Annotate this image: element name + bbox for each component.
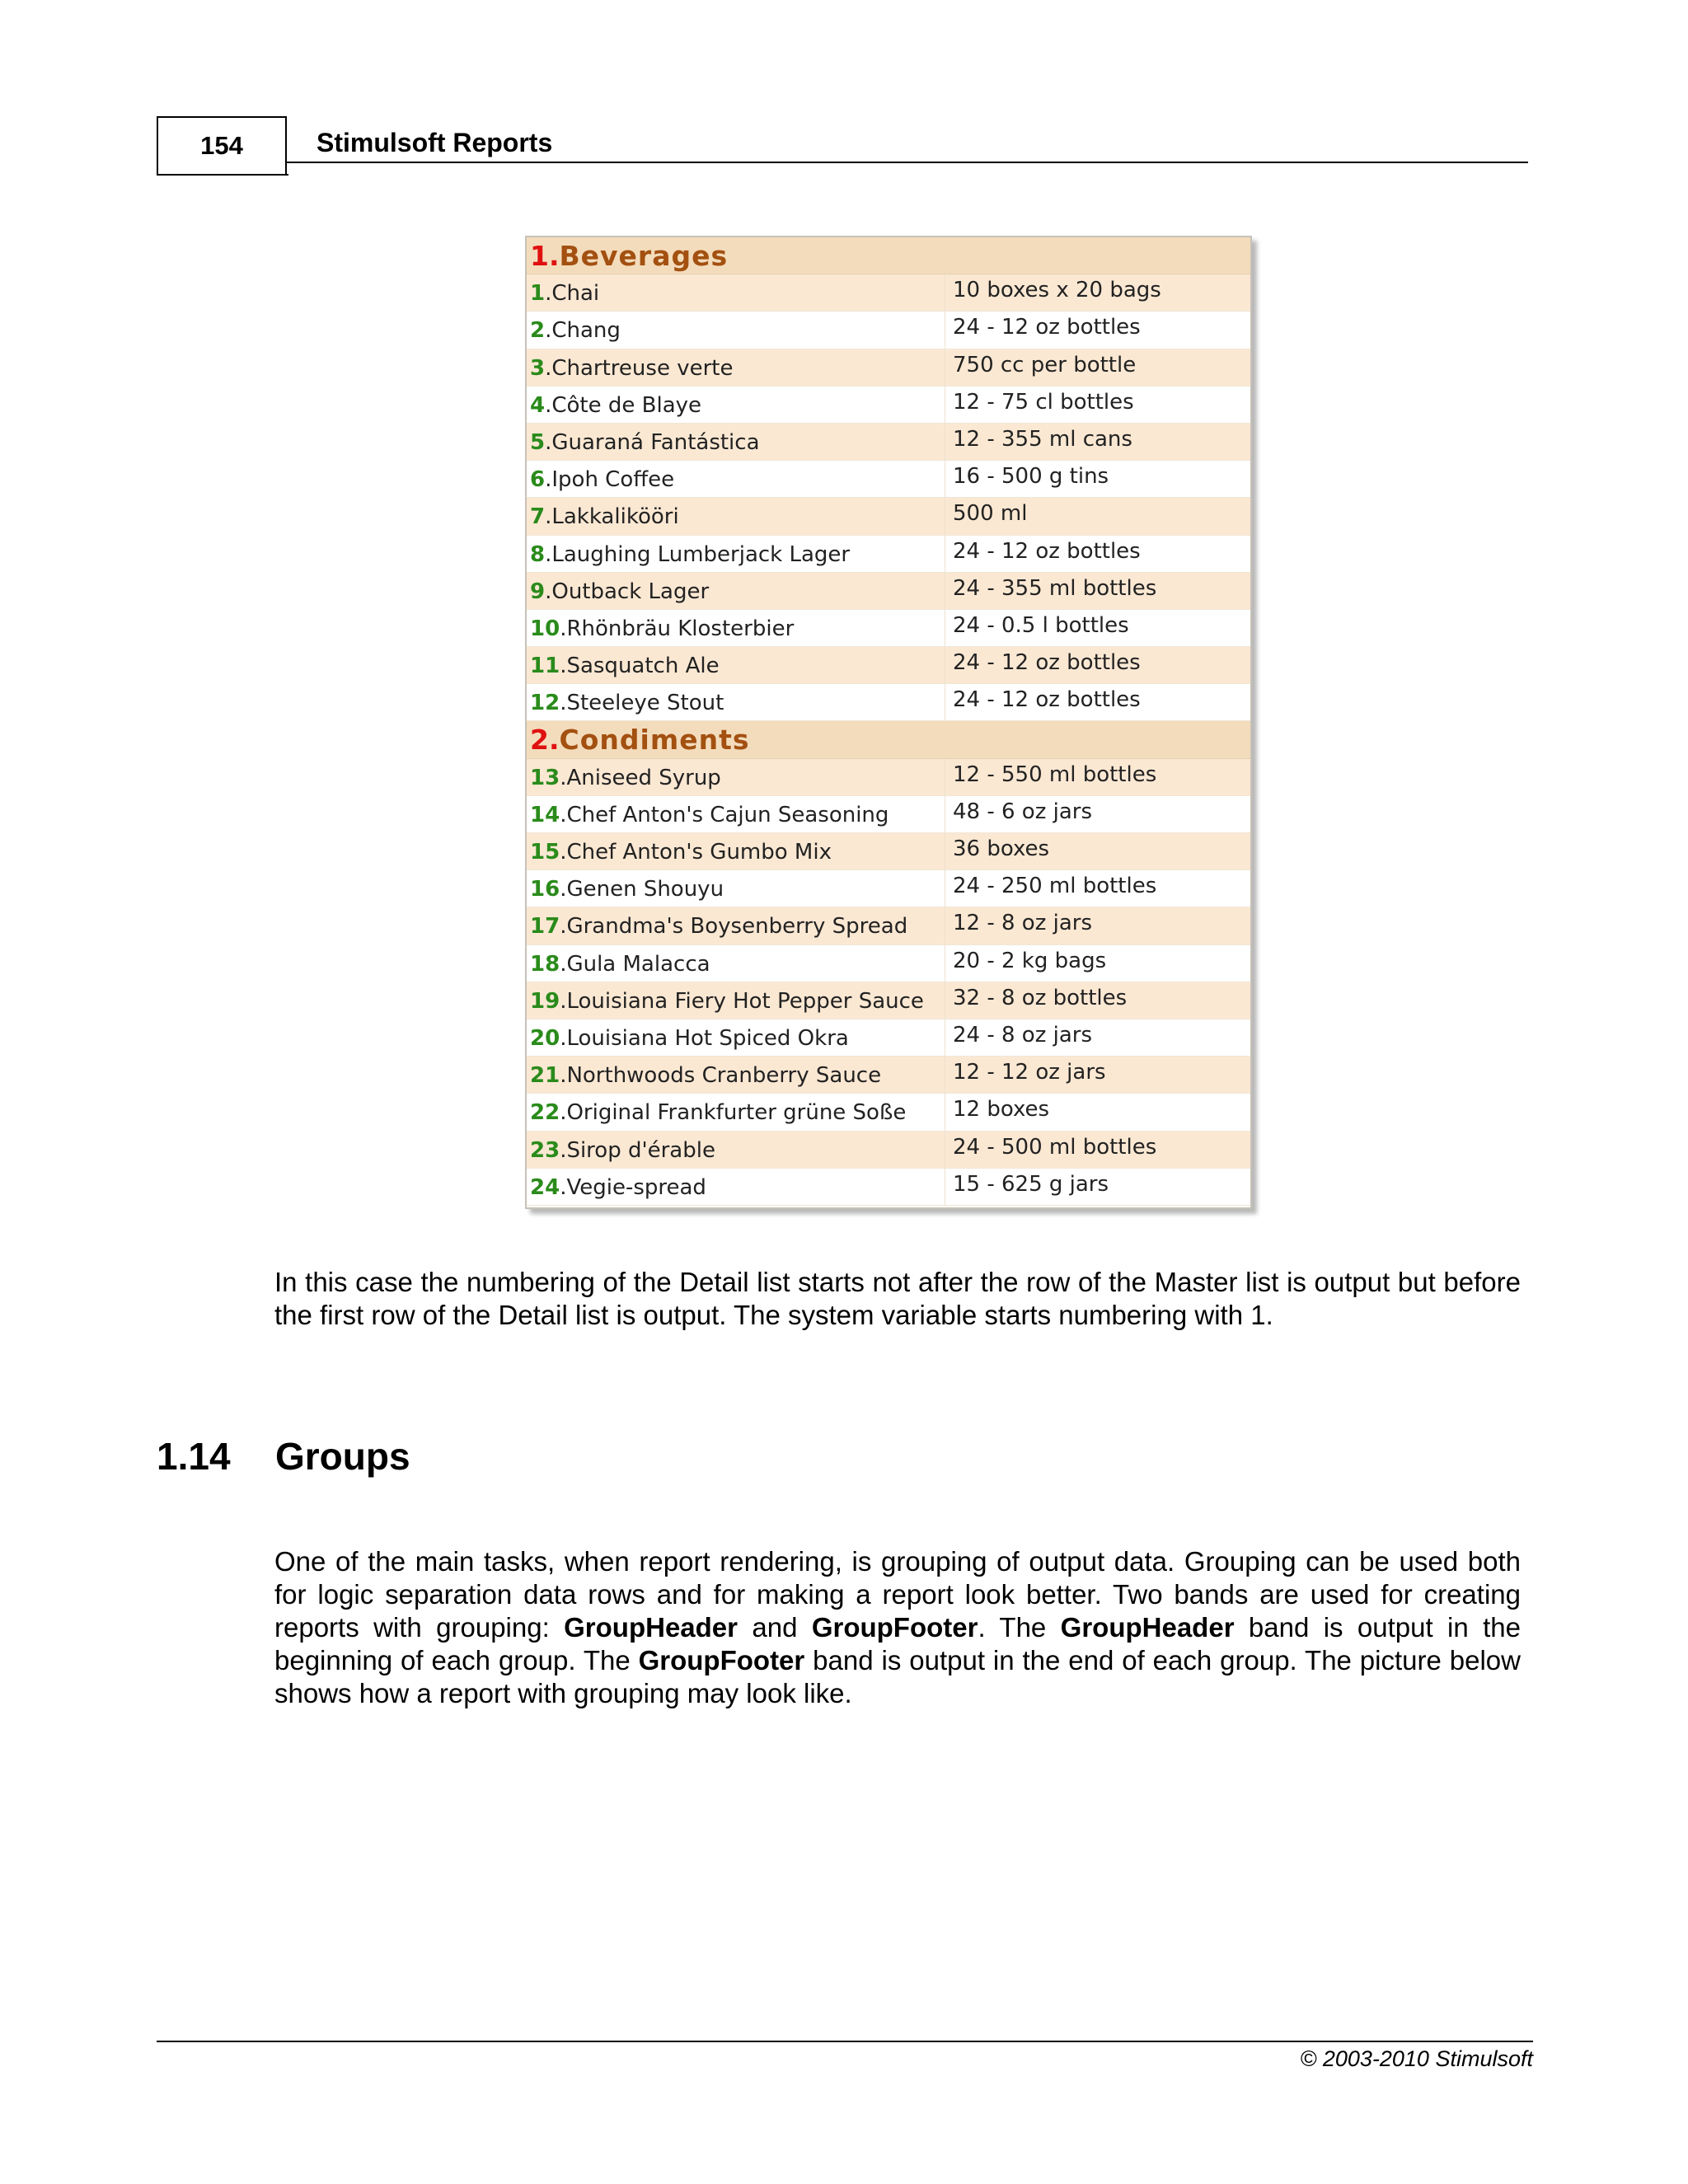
product-name: .Gula Malacca (560, 951, 710, 977)
product-name: .Laughing Lumberjack Lager (545, 541, 851, 567)
detail-row (527, 536, 1250, 573)
quantity-per-unit-cell: 24 - 12 oz bottles (953, 538, 1141, 564)
quantity-per-unit-cell: 12 - 355 ml cans (953, 426, 1132, 452)
product-line-number: 10 (530, 616, 560, 641)
group-number: 1. (530, 239, 560, 272)
detail-row (527, 274, 1250, 312)
product-name: .Sasquatch Ale (560, 654, 720, 679)
quantity-per-unit-cell: 12 - 550 ml bottles (953, 762, 1157, 787)
quantity-per-unit-cell: 24 - 0.5 l bottles (953, 612, 1129, 638)
product-line-number: 11 (530, 654, 560, 679)
p2-bold-groupheader-1: GroupHeader (564, 1612, 738, 1643)
product-line-number: 14 (530, 802, 560, 827)
product-name: .Genen Shouyu (560, 877, 724, 902)
detail-row (527, 349, 1250, 387)
product-name: .Lakkalikööri (545, 504, 679, 530)
product-name-cell (530, 579, 709, 604)
detail-row (527, 945, 1250, 982)
product-line-number: 23 (530, 1137, 560, 1163)
product-line-number: 3 (530, 355, 546, 381)
product-name-cell (530, 318, 621, 343)
product-line-number: 7 (530, 504, 546, 530)
product-line-number: 2 (530, 318, 546, 344)
product-name-cell (530, 654, 720, 678)
quantity-per-unit-cell: 24 - 8 oz jars (953, 1022, 1093, 1047)
product-line-number: 15 (530, 840, 560, 865)
quantity-per-unit-cell: 24 - 250 ml bottles (953, 874, 1157, 899)
product-name-cell (530, 989, 924, 1014)
product-name: .Ipoh Coffee (545, 467, 675, 493)
product-name: .Côte de Blaye (545, 392, 702, 418)
quantity-per-unit-cell: 15 - 625 g jars (953, 1171, 1109, 1197)
group-name: Beverages (559, 239, 729, 272)
detail-row (527, 1019, 1250, 1057)
product-name-cell (530, 467, 674, 492)
header-title: Stimulsoft Reports (316, 128, 553, 157)
product-name: .Vegie-spread (560, 1174, 706, 1200)
product-line-number: 18 (530, 951, 560, 977)
header-rule-left (157, 174, 288, 176)
product-name-cell (530, 542, 850, 567)
paragraph-groups-intro (274, 1545, 1521, 1710)
detail-row (527, 312, 1250, 349)
product-name-cell (530, 766, 721, 790)
product-name-cell (530, 803, 889, 827)
p2-bold-groupfooter-2: GroupFooter (638, 1645, 805, 1675)
p2-text-2: and (738, 1612, 812, 1643)
product-name-cell (530, 691, 724, 715)
product-name-cell (530, 1063, 881, 1088)
product-name: .Rhönbräu Klosterbier (560, 616, 795, 641)
quantity-per-unit-cell: 12 boxes (953, 1097, 1050, 1122)
p2-text-3: . The (978, 1612, 1061, 1643)
product-line-number: 9 (530, 579, 546, 604)
product-name: .Chef Anton's Cajun Seasoning (560, 802, 889, 827)
product-line-number: 5 (530, 429, 546, 455)
quantity-per-unit-cell: 12 - 75 cl bottles (953, 389, 1134, 415)
product-name: .Guaraná Fantástica (545, 429, 760, 455)
quantity-per-unit-cell: 32 - 8 oz bottles (953, 985, 1128, 1010)
product-name-cell (530, 840, 832, 865)
group-header-row (527, 237, 1250, 274)
product-name: .Northwoods Cranberry Sauce (560, 1063, 882, 1089)
header-rule (287, 162, 1528, 163)
product-name-cell (530, 1138, 715, 1163)
detail-row (527, 759, 1250, 796)
product-name: .Outback Lager (545, 579, 710, 604)
product-name: .Chai (545, 281, 600, 307)
product-name: .Original Frankfurter grüne Soße (560, 1100, 907, 1126)
product-line-number: 20 (530, 1025, 560, 1051)
product-line-number: 12 (530, 691, 560, 716)
product-name-cell (530, 1100, 906, 1125)
product-name-cell (530, 281, 599, 306)
detail-row (527, 907, 1250, 944)
quantity-per-unit-cell: 16 - 500 g tins (953, 464, 1109, 490)
p2-bold-groupfooter-1: GroupFooter (811, 1612, 978, 1643)
section-title: Groups (275, 1435, 410, 1478)
product-name: .Chang (545, 318, 621, 344)
product-line-number: 8 (530, 541, 546, 567)
detail-row (527, 610, 1250, 647)
product-name: .Sirop d'érable (560, 1137, 715, 1163)
product-name-cell (530, 1026, 849, 1051)
group-name: Condiments (559, 724, 750, 757)
quantity-per-unit-cell: 24 - 500 ml bottles (953, 1134, 1157, 1160)
detail-row (527, 424, 1250, 461)
quantity-per-unit-cell: 24 - 12 oz bottles (953, 687, 1141, 713)
detail-row (527, 387, 1250, 424)
footer-copyright: © 2003-2010 Stimulsoft (1300, 2046, 1533, 2071)
detail-row (527, 1169, 1250, 1206)
product-line-number: 21 (530, 1063, 560, 1089)
quantity-per-unit-cell: 48 - 6 oz jars (953, 799, 1093, 824)
quantity-per-unit-cell: 500 ml (953, 501, 1028, 527)
product-line-number: 1 (530, 281, 546, 307)
quantity-per-unit-cell: 20 - 2 kg bags (953, 948, 1107, 973)
detail-row (527, 1094, 1250, 1131)
product-line-number: 4 (530, 392, 546, 418)
product-name: .Louisiana Fiery Hot Pepper Sauce (560, 988, 924, 1014)
detail-row (527, 1057, 1250, 1094)
product-name-cell (530, 356, 733, 381)
product-name-cell (530, 1175, 706, 1200)
product-name: .Aniseed Syrup (560, 765, 721, 790)
quantity-per-unit-cell: 24 - 12 oz bottles (953, 650, 1141, 676)
quantity-per-unit-cell: 12 - 8 oz jars (953, 911, 1093, 936)
group-number: 2. (530, 724, 560, 757)
product-name-cell (530, 877, 724, 902)
detail-row (527, 982, 1250, 1019)
product-name: .Grandma's Boysenberry Spread (560, 914, 908, 940)
quantity-per-unit-cell: 12 - 12 oz jars (953, 1060, 1106, 1085)
detail-row (527, 647, 1250, 684)
detail-row (527, 684, 1250, 721)
product-line-number: 22 (530, 1100, 560, 1126)
section-number: 1.14 (157, 1435, 231, 1478)
product-line-number: 17 (530, 914, 560, 940)
product-name-cell (530, 393, 701, 418)
page-number (157, 116, 287, 176)
product-line-number: 24 (530, 1174, 560, 1200)
product-line-number: 16 (530, 877, 560, 902)
quantity-per-unit-cell: 10 boxes x 20 bags (953, 278, 1161, 303)
product-line-number: 19 (530, 988, 560, 1014)
product-name-cell (530, 430, 760, 455)
product-name-cell (530, 914, 907, 939)
detail-row (527, 573, 1250, 610)
product-name-cell (530, 504, 679, 529)
product-name: .Steeleye Stout (560, 691, 724, 716)
product-name-cell (530, 616, 794, 641)
product-name: .Chartreuse verte (545, 355, 734, 381)
detail-row (527, 1132, 1250, 1169)
detail-row (527, 833, 1250, 870)
quantity-per-unit-cell: 24 - 355 ml bottles (953, 575, 1157, 601)
page-number-text: 154 (200, 131, 243, 160)
detail-row (527, 870, 1250, 907)
paragraph-detail-numbering: In this case the numbering of the Detail list starts not after the row of the Master list is output but before the first row of the Detail list is output. The system variable starts numbering with 1. (274, 1267, 1521, 1330)
product-name: .Louisiana Hot Spiced Okra (560, 1025, 849, 1051)
p2-text-5: band is output in the end of each group. The picture below shows how a report with grouping may look like. (274, 1645, 1521, 1708)
product-line-number: 13 (530, 765, 560, 790)
product-name-cell (530, 952, 710, 977)
detail-row (527, 498, 1250, 535)
quantity-per-unit-cell: 750 cc per bottle (953, 352, 1137, 377)
group-header-row (527, 721, 1250, 758)
detail-row (527, 461, 1250, 498)
product-line-number: 6 (530, 467, 546, 493)
p2-text-4: band is output in the beginning of each group. The (274, 1612, 1521, 1675)
product-name: .Chef Anton's Gumbo Mix (560, 840, 832, 865)
quantity-per-unit-cell: 36 boxes (953, 837, 1050, 861)
footer-rule (157, 2041, 1533, 2042)
quantity-per-unit-cell: 24 - 12 oz bottles (953, 315, 1141, 340)
report-preview-image (525, 236, 1252, 1209)
p2-text-1: One of the main tasks, when report rendering, is grouping of output data. Grouping can be used both for logic separation data rows and for making a report look better. Two bands are used for creating reports with grouping: (274, 1546, 1521, 1643)
p2-bold-groupheader-2: GroupHeader (1060, 1612, 1235, 1643)
detail-row (527, 796, 1250, 833)
